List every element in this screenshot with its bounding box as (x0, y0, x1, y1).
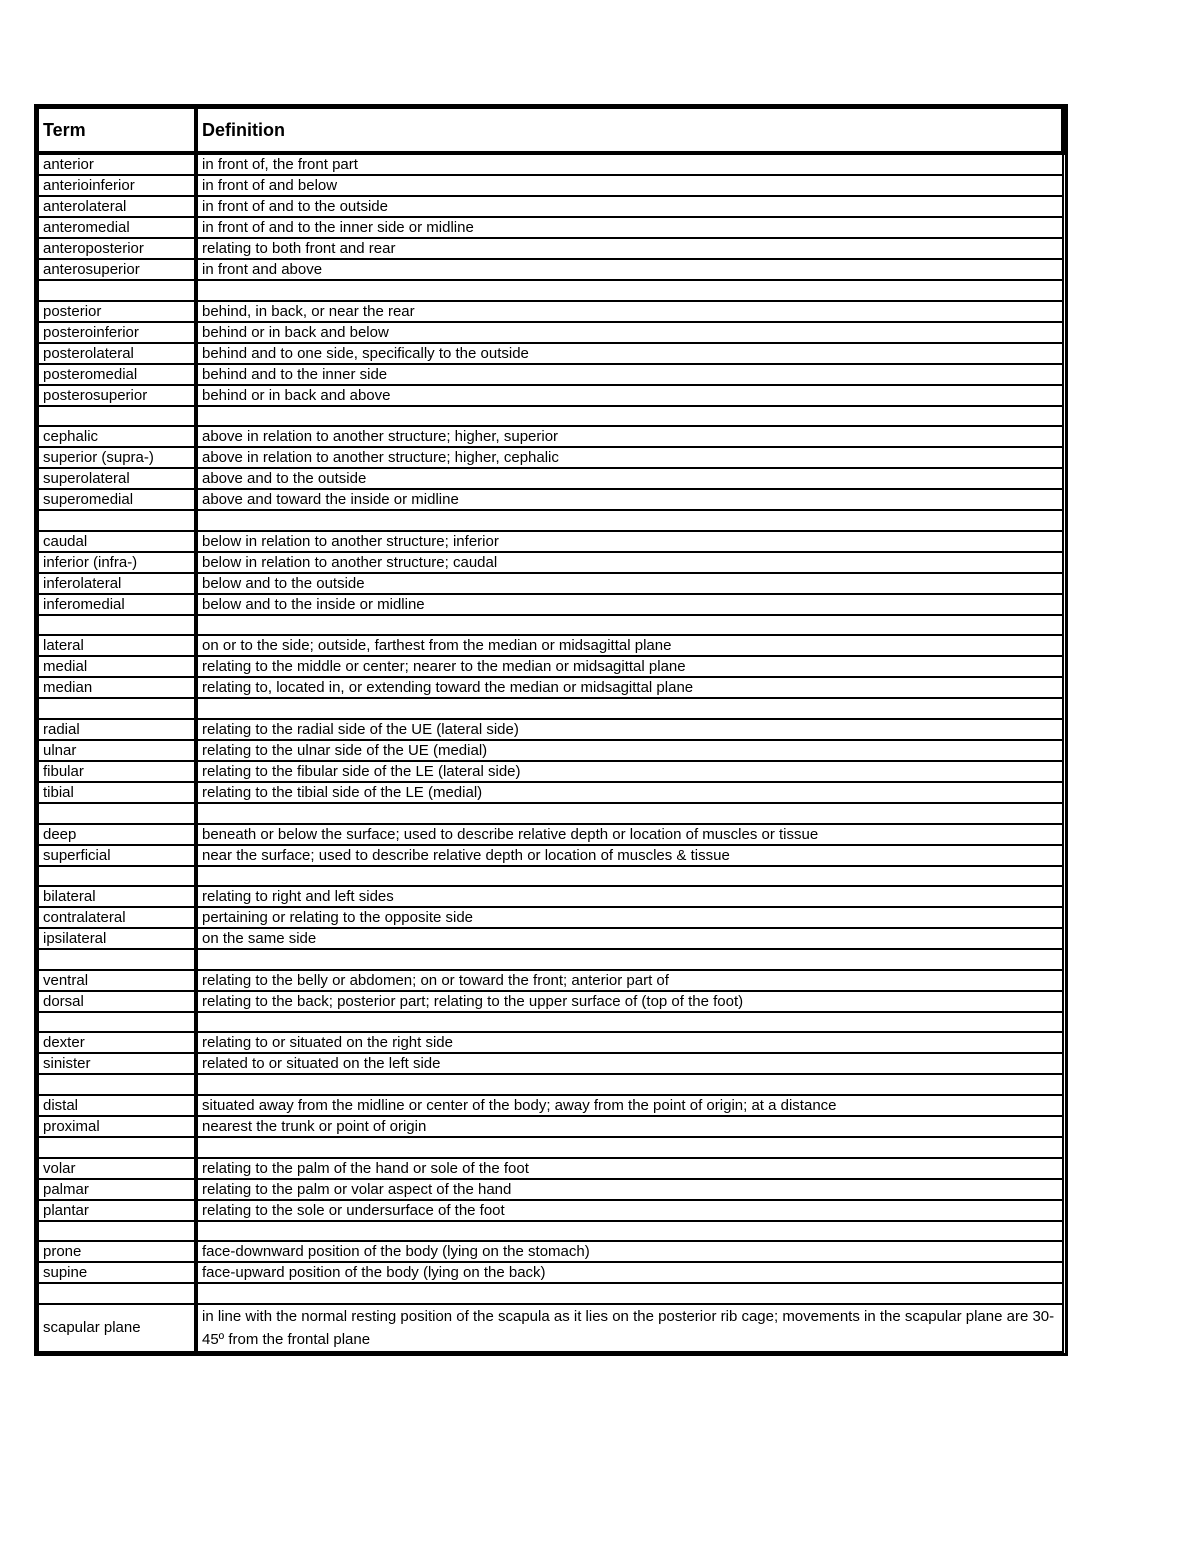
definition-cell: on or to the side; outside, farthest from the median or midsagittal plane (196, 635, 1063, 656)
table-row (38, 552, 1063, 573)
definition-cell: relating to the middle or center; nearer to the median or midsagittal plane (196, 656, 1063, 677)
table-row (38, 468, 1063, 489)
table-row (38, 573, 1063, 594)
term-cell (38, 406, 196, 427)
term-cell (38, 949, 196, 970)
term-cell: superolateral (38, 468, 196, 489)
definition-cell: situated away from the midline or center of the body; away from the point of origin; at a distance (196, 1095, 1063, 1116)
definition-cell: above in relation to another structure; higher, cephalic (196, 447, 1063, 468)
table-row (38, 970, 1063, 991)
definition-cell: relating to the sole or undersurface of the foot (196, 1200, 1063, 1221)
definition-cell: behind or in back and below (196, 322, 1063, 343)
blank-row (38, 1074, 1063, 1095)
table-row (38, 1032, 1063, 1053)
table-body (38, 153, 1063, 1352)
table-row (38, 259, 1063, 280)
definition-cell (196, 510, 1063, 531)
table-row (38, 1262, 1063, 1283)
definition-cell: relating to the ulnar side of the UE (medial) (196, 740, 1063, 761)
term-cell: tibial (38, 782, 196, 803)
definition-cell: related to or situated on the left side (196, 1053, 1063, 1074)
definition-cell (196, 406, 1063, 427)
blank-row (38, 949, 1063, 970)
definition-cell (196, 949, 1063, 970)
term-cell: superficial (38, 845, 196, 866)
term-cell: scapular plane (38, 1304, 196, 1352)
blank-row (38, 615, 1063, 636)
term-cell: ipsilateral (38, 928, 196, 949)
definition-cell: relating to the tibial side of the LE (medial) (196, 782, 1063, 803)
header-row (38, 108, 1063, 153)
definition-cell (196, 1283, 1063, 1304)
table-row (38, 343, 1063, 364)
definition-cell (196, 280, 1063, 301)
table-row (38, 153, 1063, 175)
definition-cell: beneath or below the surface; used to describe relative depth or location of muscles or tissue (196, 824, 1063, 845)
term-cell: deep (38, 824, 196, 845)
table-row (38, 196, 1063, 217)
table-row (38, 761, 1063, 782)
table-row (38, 594, 1063, 615)
table-row (38, 635, 1063, 656)
term-cell: median (38, 677, 196, 698)
definition-cell: behind or in back and above (196, 385, 1063, 406)
definition-cell: relating to or situated on the right side (196, 1032, 1063, 1053)
term-cell: radial (38, 719, 196, 740)
term-cell: posteroinferior (38, 322, 196, 343)
term-cell (38, 280, 196, 301)
table-row (38, 1241, 1063, 1262)
table-row (38, 238, 1063, 259)
term-cell: anteroposterior (38, 238, 196, 259)
term-cell: inferomedial (38, 594, 196, 615)
term-cell: superior (supra-) (38, 447, 196, 468)
table-row (38, 426, 1063, 447)
term-cell: anteromedial (38, 217, 196, 238)
term-cell (38, 510, 196, 531)
table-row (38, 364, 1063, 385)
table-row (38, 1304, 1063, 1352)
term-cell: posterosuperior (38, 385, 196, 406)
term-cell: posterolateral (38, 343, 196, 364)
definition-cell: in front of and to the outside (196, 196, 1063, 217)
table-row (38, 1158, 1063, 1179)
table-row (38, 1116, 1063, 1137)
term-cell: ulnar (38, 740, 196, 761)
table-row (38, 489, 1063, 510)
table-row (38, 845, 1063, 866)
blank-row (38, 406, 1063, 427)
table-row (38, 447, 1063, 468)
term-cell: inferolateral (38, 573, 196, 594)
blank-row (38, 803, 1063, 824)
definition-cell: relating to the fibular side of the LE (lateral side) (196, 761, 1063, 782)
definition-cell: on the same side (196, 928, 1063, 949)
definition-cell: below and to the outside (196, 573, 1063, 594)
term-cell: plantar (38, 1200, 196, 1221)
definition-cell: relating to both front and rear (196, 238, 1063, 259)
definition-cell: in front of, the front part (196, 153, 1063, 175)
definition-cell: in front of and below (196, 175, 1063, 196)
term-cell: fibular (38, 761, 196, 782)
definition-cell (196, 1012, 1063, 1033)
term-cell: anterioinferior (38, 175, 196, 196)
term-cell (38, 1137, 196, 1158)
table-row (38, 301, 1063, 322)
term-cell: anterolateral (38, 196, 196, 217)
term-cell: superomedial (38, 489, 196, 510)
term-cell: palmar (38, 1179, 196, 1200)
table-row (38, 656, 1063, 677)
blank-row (38, 698, 1063, 719)
definition-cell (196, 866, 1063, 887)
term-cell: bilateral (38, 886, 196, 907)
definition-cell: behind and to one side, specifically to the outside (196, 343, 1063, 364)
term-column-header: Term (38, 108, 196, 153)
definition-cell: relating to right and left sides (196, 886, 1063, 907)
table-row (38, 1179, 1063, 1200)
definition-cell: in line with the normal resting position of the scapula as it lies on the posterior rib cage; movements in the scapular plane are 30-45º from the frontal plane (196, 1304, 1063, 1352)
definition-cell: behind and to the inner side (196, 364, 1063, 385)
term-cell: posteromedial (38, 364, 196, 385)
table-row (38, 322, 1063, 343)
term-cell: anterosuperior (38, 259, 196, 280)
term-cell (38, 1074, 196, 1095)
term-cell (38, 1012, 196, 1033)
term-cell: dexter (38, 1032, 196, 1053)
blank-row (38, 1283, 1063, 1304)
term-cell (38, 1283, 196, 1304)
term-cell: contralateral (38, 907, 196, 928)
definition-cell: face-upward position of the body (lying on the back) (196, 1262, 1063, 1283)
table-row (38, 907, 1063, 928)
definition-cell: relating to the palm or volar aspect of the hand (196, 1179, 1063, 1200)
definition-cell (196, 1074, 1063, 1095)
blank-row (38, 1012, 1063, 1033)
term-cell: distal (38, 1095, 196, 1116)
table-row (38, 1053, 1063, 1074)
term-cell (38, 1221, 196, 1242)
definition-cell: relating to the palm of the hand or sole of the foot (196, 1158, 1063, 1179)
table-row (38, 1095, 1063, 1116)
term-cell (38, 615, 196, 636)
term-cell (38, 866, 196, 887)
definition-cell: behind, in back, or near the rear (196, 301, 1063, 322)
table-row (38, 928, 1063, 949)
blank-row (38, 1221, 1063, 1242)
definition-cell (196, 1137, 1063, 1158)
table-row (38, 824, 1063, 845)
table-row (38, 677, 1063, 698)
table-row (38, 385, 1063, 406)
definition-cell: face-downward position of the body (lying on the stomach) (196, 1241, 1063, 1262)
term-cell: inferior (infra-) (38, 552, 196, 573)
definition-cell: relating to the belly or abdomen; on or toward the front; anterior part of (196, 970, 1063, 991)
definition-cell: nearest the trunk or point of origin (196, 1116, 1063, 1137)
term-cell (38, 803, 196, 824)
blank-row (38, 510, 1063, 531)
term-cell: dorsal (38, 991, 196, 1012)
table-row (38, 719, 1063, 740)
definition-cell: near the surface; used to describe relative depth or location of muscles & tissue (196, 845, 1063, 866)
table-row (38, 217, 1063, 238)
definition-cell (196, 1221, 1063, 1242)
term-cell (38, 698, 196, 719)
term-cell: anterior (38, 153, 196, 175)
term-cell: posterior (38, 301, 196, 322)
definition-cell: in front of and to the inner side or midline (196, 217, 1063, 238)
terms-table-container (34, 104, 1068, 1356)
table-row (38, 531, 1063, 552)
definition-cell: below in relation to another structure; caudal (196, 552, 1063, 573)
table-row (38, 1200, 1063, 1221)
term-cell: supine (38, 1262, 196, 1283)
term-cell: sinister (38, 1053, 196, 1074)
term-cell: cephalic (38, 426, 196, 447)
definition-cell (196, 615, 1063, 636)
blank-row (38, 866, 1063, 887)
table-row (38, 175, 1063, 196)
terms-table (37, 107, 1065, 1353)
table-row (38, 782, 1063, 803)
table-row (38, 886, 1063, 907)
definition-cell: above and to the outside (196, 468, 1063, 489)
definition-cell: above and toward the inside or midline (196, 489, 1063, 510)
definition-cell: relating to the back; posterior part; relating to the upper surface of (top of the foot) (196, 991, 1063, 1012)
term-cell: caudal (38, 531, 196, 552)
definition-cell: in front and above (196, 259, 1063, 280)
definition-cell: above in relation to another structure; higher, superior (196, 426, 1063, 447)
blank-row (38, 1137, 1063, 1158)
term-cell: prone (38, 1241, 196, 1262)
definition-cell: below in relation to another structure; inferior (196, 531, 1063, 552)
table-row (38, 740, 1063, 761)
definition-cell: relating to the radial side of the UE (lateral side) (196, 719, 1063, 740)
term-cell: medial (38, 656, 196, 677)
term-cell: proximal (38, 1116, 196, 1137)
table-row (38, 991, 1063, 1012)
definition-column-header: Definition (196, 108, 1063, 153)
definition-cell (196, 803, 1063, 824)
blank-row (38, 280, 1063, 301)
term-cell: volar (38, 1158, 196, 1179)
definition-cell: pertaining or relating to the opposite side (196, 907, 1063, 928)
definition-cell (196, 698, 1063, 719)
definition-cell: relating to, located in, or extending toward the median or midsagittal plane (196, 677, 1063, 698)
definition-cell: below and to the inside or midline (196, 594, 1063, 615)
term-cell: ventral (38, 970, 196, 991)
term-cell: lateral (38, 635, 196, 656)
